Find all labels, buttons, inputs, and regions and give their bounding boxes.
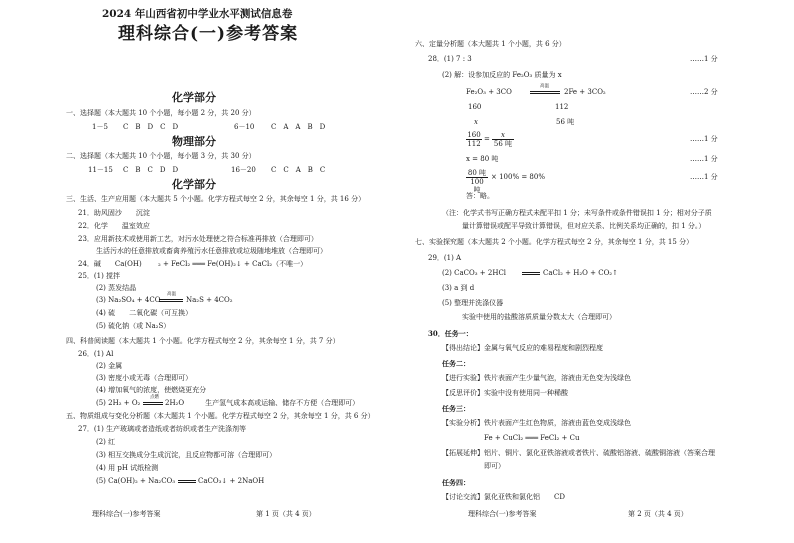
q29-3: (3) a 到 d xyxy=(442,284,475,292)
q29-5: 实验中使用的盐酸溶质质量分数太大（合理即可） xyxy=(462,313,616,321)
note-line-1: （注：化学式书写正确方程式未配平扣 1 分；未写条件或条件错误扣 1 分；相对分子质 xyxy=(442,209,712,217)
q30-reflection: 【反思评价】实验中没有使用同一种稀酸 xyxy=(442,389,568,397)
fraction-2-bottom: 56 吨 xyxy=(493,140,513,148)
doc-subtitle: 理科综合(一)参考答案 xyxy=(118,24,299,44)
q29-1: 29．(1) A xyxy=(428,254,462,262)
q27-4: (4) 用 pH 试纸检测 xyxy=(96,464,159,472)
q30-task-4: 任务四： xyxy=(442,478,470,487)
doc-title: 2024 年山西省初中学业水平测试信息卷 xyxy=(102,8,293,20)
q5-heading: 五、物质组成与变化分析题（本大题共 1 个小题。化学方程式每空 2 分，其余每空 1 分，共 6 分） xyxy=(66,412,375,420)
q27-3: (3) 相互交换成分生成沉淀，且反应物都可溶（合理即可） xyxy=(96,451,277,459)
q25-3-condition: 高温 xyxy=(167,292,176,297)
fraction-equals: = xyxy=(484,135,490,143)
q24-answer-b: ₂ + FeCl₂ ═══ Fe(OH)₂↓ + CaCl₂（不唯一） xyxy=(158,260,308,268)
mass-56: 56 吨 xyxy=(556,118,575,126)
q27-5a: (5) Ca(OH)₂ + Na₂CO₃ xyxy=(96,477,176,485)
fraction-3-bottom: 100 吨 xyxy=(466,177,488,194)
q30-conclusion: 【得出结论】金属与氧气反应的难易程度和剧烈程度 xyxy=(442,344,603,352)
equation-right: 2Fe + 3CO₂ xyxy=(564,88,606,96)
q25-3b: Na₂S + 4CO₂ xyxy=(186,296,233,304)
q25-5: (5) 硫化钠（或 Na₂S） xyxy=(96,322,171,330)
footer-left-title: 理科综合(一)参考答案 xyxy=(92,510,161,518)
q30-analysis: 【实验分析】铁片表面产生红色物质，溶液由蓝色变成浅绿色 xyxy=(442,419,631,427)
q29-2a: (2) CaCO₃ + 2HCl xyxy=(442,269,507,277)
q26-5-arrow xyxy=(143,402,163,403)
equation-condition: 高温 xyxy=(540,84,549,89)
fraction-2-top: x xyxy=(501,131,505,139)
q25-2: (2) 蒸发结晶 xyxy=(96,284,137,292)
q27-5-arrow xyxy=(178,480,196,481)
note-line-2: 量计算错误或配平导致计算错误，但对应关系、比例关系均正确的，扣 1 分。） xyxy=(462,222,706,230)
q26-3: (3) 密度小或无毒（合理即可） xyxy=(96,374,193,382)
q30-task-3: 任务三： xyxy=(442,404,470,413)
fraction-3 xyxy=(466,169,488,194)
fraction-2 xyxy=(492,131,514,148)
q25-3a: (3) Na₂SO₄ + 4CO xyxy=(96,296,161,304)
q30-experiment: 【进行实验】铁片表面产生少量气泡，溶液由无色变为浅绿色 xyxy=(442,374,631,382)
q1-range-b: 6－10 xyxy=(234,123,255,131)
fraction-3-top: 80 吨 xyxy=(467,169,487,177)
score-5: ……1 分 xyxy=(690,173,718,181)
q29-2b: CaCl₂ + H₂O + CO₂↑ xyxy=(543,269,618,277)
fraction-1-bottom: 112 xyxy=(467,140,481,148)
q30-extension-2: 即可） xyxy=(484,462,505,470)
fraction-1-top: 160 xyxy=(467,131,481,139)
q30-task-1: 30．任务一： xyxy=(428,329,473,338)
q1-answers-a: C B D C D xyxy=(123,123,179,131)
q23-answer: 23．应用新技术或使用新工艺，对污水处理使之符合标准再排放（合理即可） xyxy=(78,235,318,243)
q30-extension: 【拓展延伸】铝片、铜片、氯化亚铁溶液或者铁片、硫酸铝溶液、硫酸铜溶液（答案合理 xyxy=(442,449,715,457)
q3-heading: 三、生活、生产应用题（本大题共 5 个小题。化学方程式每空 2 分，其余每空 1 分，共 16 分） xyxy=(66,195,366,203)
mass-160: 160 xyxy=(468,103,482,111)
q29-2-arrow-2 xyxy=(522,274,540,275)
chem-heading: 化学部分 xyxy=(172,91,216,104)
q27-1: 27．(1) 生产玻璃或者造纸或者纺织或者生产洗涤剂等 xyxy=(78,425,247,433)
footer-right-page: 第 2 页（共 4 页） xyxy=(628,510,688,518)
answer-line: 答：略。 xyxy=(466,192,494,200)
q25-3-arrow-2 xyxy=(159,301,183,302)
q26-5b: 2H₂O 生产氢气成本高或运输、储存不方便（合理即可） xyxy=(165,399,360,407)
q25-3-arrow xyxy=(159,299,183,300)
score-3: ……1 分 xyxy=(690,135,718,143)
footer-left-page: 第 1 页（共 4 页） xyxy=(256,510,316,518)
percentage: × 100% = 80% xyxy=(491,173,545,181)
q28-2: (2) 解：设参加反应的 Fe₂O₃ 质量为 x xyxy=(442,71,562,79)
q29-2-arrow xyxy=(522,272,540,273)
q27-5b: CaCO₃↓ + 2NaOH xyxy=(198,477,265,485)
footer-right-title: 理科综合(一)参考答案 xyxy=(468,510,537,518)
chem-heading-2: 化学部分 xyxy=(172,178,216,191)
q23-answer-2: 生活污水的任意排放或畜禽养殖污水任意排放或垃圾随地堆放（合理即可） xyxy=(96,247,327,255)
q26-5-arrow-2 xyxy=(143,404,163,405)
q1-heading: 一、选择题（本大题共 10 个小题，每小题 2 分，共 20 分） xyxy=(66,109,256,117)
q2-range-b: 16－20 xyxy=(231,166,256,174)
q2-range-a: 11－15 xyxy=(88,166,113,174)
q26-1: 26．(1) Al xyxy=(78,350,114,358)
q1-range-a: 1－5 xyxy=(92,123,108,131)
q26-4: (4) 增加氧气的浓度，使燃烧更充分 xyxy=(96,386,207,394)
score-2: ……2 分 xyxy=(690,88,718,96)
q30-task-2: 任务二： xyxy=(442,359,470,368)
q28-1: 28．(1) 7 : 3 xyxy=(428,55,472,63)
phys-heading: 物理部分 xyxy=(172,135,216,148)
equation-left: Fe₂O₃ + 3CO xyxy=(466,88,512,96)
mass-x: x xyxy=(474,118,478,126)
q4-heading: 四、科普阅读题（本大题共 1 个小题。化学方程式每空 2 分，其余每空 1 分，共 7 分） xyxy=(66,337,340,345)
q6-heading: 六、定量分析题（本大题共 1 个小题，共 6 分） xyxy=(415,40,566,48)
q25-1: 25．(1) 搅拌 xyxy=(78,272,121,280)
x-value: x = 80 吨 xyxy=(466,155,499,163)
q2-answers-b: C C A B C xyxy=(271,166,326,174)
score-1: ……1 分 xyxy=(690,55,718,63)
q26-2: (2) 金属 xyxy=(96,362,123,370)
q2-heading: 二、选择题（本大题共 10 个小题，每小题 3 分，共 30 分） xyxy=(66,152,256,160)
q24-answer-a: 24．碱 Ca(OH) xyxy=(78,260,142,268)
fraction-1 xyxy=(466,131,482,148)
q25-4: (4) 硫 二氧化碳（可互换） xyxy=(96,309,193,317)
q22-answer: 22．化学 温室效应 xyxy=(78,222,150,230)
score-4: ……1 分 xyxy=(690,155,718,163)
q29-4: (5) 整理并洗涤仪器 xyxy=(442,299,504,307)
q27-5-arrow-2 xyxy=(178,482,196,483)
equation-arrow xyxy=(530,91,560,92)
q30-equation: Fe + CuCl₂ ═══ FeCl₂ + Cu xyxy=(484,434,580,442)
q26-5a: (5) 2H₂ + O₂ xyxy=(96,399,141,407)
q7-heading: 七、实验探究题（本大题共 2 个小题。化学方程式每空 2 分，其余每空 1 分，共 15 分） xyxy=(415,238,694,246)
q27-2: (2) 红 xyxy=(96,438,116,446)
q1-answers-b: C A A B D xyxy=(271,123,326,131)
equation-arrow-2 xyxy=(530,93,560,94)
q26-5-condition: 点燃 xyxy=(150,395,159,400)
q30-discussion: 【讨论交流】氯化亚铁和氯化铝 CD xyxy=(442,493,565,501)
q21-answer: 21．助风固沙 沉淀 xyxy=(78,209,150,217)
q2-answers-a: C B C D D xyxy=(123,166,179,174)
mass-112: 112 xyxy=(555,103,569,111)
